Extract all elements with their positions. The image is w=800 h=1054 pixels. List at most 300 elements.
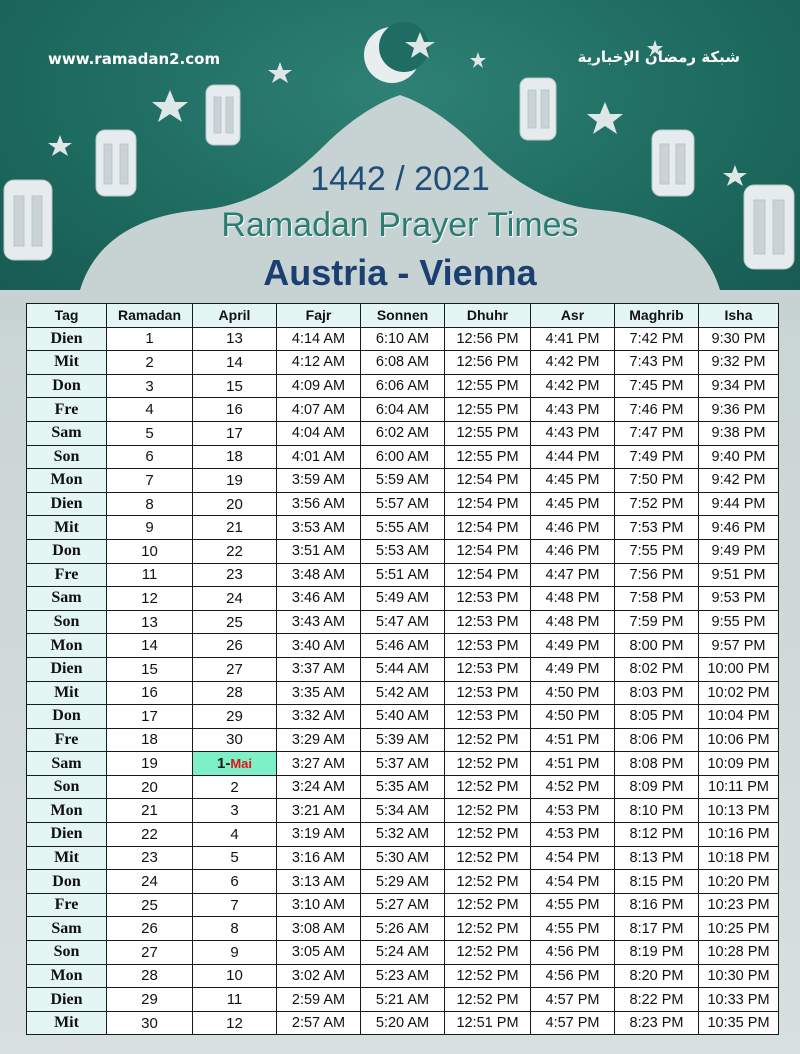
maghrib-cell: 8:22 PM xyxy=(615,988,699,1012)
april-date-cell: 8 xyxy=(193,917,277,941)
ramadan-day-cell: 26 xyxy=(107,917,193,941)
april-date-cell: 9 xyxy=(193,941,277,965)
sunrise-cell: 6:04 AM xyxy=(361,398,445,422)
fajr-cell: 3:46 AM xyxy=(277,587,361,611)
day-cell: Sam xyxy=(27,587,107,611)
april-date-cell: 20 xyxy=(193,492,277,516)
dhuhr-cell: 12:55 PM xyxy=(445,421,531,445)
asr-cell: 4:43 PM xyxy=(531,421,615,445)
column-header: Sonnen xyxy=(361,304,445,328)
april-date-cell: 4 xyxy=(193,823,277,847)
fajr-cell: 4:07 AM xyxy=(277,398,361,422)
day-cell: Mon xyxy=(27,634,107,658)
sunrise-cell: 5:51 AM xyxy=(361,563,445,587)
table-row xyxy=(27,893,779,917)
fajr-cell: 3:21 AM xyxy=(277,799,361,823)
day-cell: Dien xyxy=(27,327,107,351)
ramadan-day-cell: 25 xyxy=(107,893,193,917)
asr-cell: 4:50 PM xyxy=(531,681,615,705)
maghrib-cell: 8:09 PM xyxy=(615,775,699,799)
ramadan-day-cell: 19 xyxy=(107,752,193,776)
table-row xyxy=(27,705,779,729)
april-date-cell: 22 xyxy=(193,539,277,563)
column-header: Asr xyxy=(531,304,615,328)
asr-cell: 4:45 PM xyxy=(531,469,615,493)
dhuhr-cell: 12:53 PM xyxy=(445,705,531,729)
asr-cell: 4:47 PM xyxy=(531,563,615,587)
column-header: Ramadan xyxy=(107,304,193,328)
day-cell: Sam xyxy=(27,917,107,941)
maghrib-cell: 7:49 PM xyxy=(615,445,699,469)
star-icon xyxy=(470,52,486,68)
maghrib-cell: 8:02 PM xyxy=(615,657,699,681)
ramadan-day-cell: 24 xyxy=(107,870,193,894)
isha-cell: 10:30 PM xyxy=(699,964,779,988)
april-date-cell: 27 xyxy=(193,657,277,681)
sunrise-cell: 5:40 AM xyxy=(361,705,445,729)
isha-cell: 9:55 PM xyxy=(699,610,779,634)
table-row xyxy=(27,941,779,965)
ramadan-day-cell: 10 xyxy=(107,539,193,563)
isha-cell: 10:09 PM xyxy=(699,752,779,776)
column-header: Tag xyxy=(27,304,107,328)
april-date-cell: 12 xyxy=(193,1011,277,1035)
dhuhr-cell: 12:53 PM xyxy=(445,681,531,705)
page-title: Ramadan Prayer Times xyxy=(221,206,579,244)
dhuhr-cell: 12:52 PM xyxy=(445,846,531,870)
isha-cell: 9:32 PM xyxy=(699,351,779,375)
fajr-cell: 3:43 AM xyxy=(277,610,361,634)
prayer-times-table-wrap xyxy=(26,303,778,1035)
april-date-cell: 15 xyxy=(193,374,277,398)
ramadan-day-cell: 12 xyxy=(107,587,193,611)
star-icon xyxy=(152,90,188,122)
asr-cell: 4:56 PM xyxy=(531,964,615,988)
sunrise-cell: 5:29 AM xyxy=(361,870,445,894)
ramadan-day-cell: 29 xyxy=(107,988,193,1012)
sunrise-cell: 5:37 AM xyxy=(361,752,445,776)
table-row xyxy=(27,421,779,445)
sunrise-cell: 5:39 AM xyxy=(361,728,445,752)
sunrise-cell: 5:30 AM xyxy=(361,846,445,870)
maghrib-cell: 7:50 PM xyxy=(615,469,699,493)
asr-cell: 4:45 PM xyxy=(531,492,615,516)
table-row xyxy=(27,752,779,776)
dhuhr-cell: 12:52 PM xyxy=(445,728,531,752)
day-cell: Don xyxy=(27,374,107,398)
sunrise-cell: 5:34 AM xyxy=(361,799,445,823)
isha-cell: 10:28 PM xyxy=(699,941,779,965)
table-body xyxy=(27,327,779,1035)
april-date-cell: 5 xyxy=(193,846,277,870)
isha-cell: 9:40 PM xyxy=(699,445,779,469)
ramadan-day-cell: 17 xyxy=(107,705,193,729)
table-row xyxy=(27,492,779,516)
dhuhr-cell: 12:54 PM xyxy=(445,563,531,587)
isha-cell: 9:57 PM xyxy=(699,634,779,658)
day-cell: Fre xyxy=(27,563,107,587)
dhuhr-cell: 12:53 PM xyxy=(445,610,531,634)
isha-cell: 9:42 PM xyxy=(699,469,779,493)
table-row xyxy=(27,823,779,847)
site-url: www.ramadan2.com xyxy=(48,50,221,68)
april-date-cell: 26 xyxy=(193,634,277,658)
april-date-cell: 25 xyxy=(193,610,277,634)
asr-cell: 4:51 PM xyxy=(531,752,615,776)
may-month-label: Mai xyxy=(230,756,252,772)
dhuhr-cell: 12:52 PM xyxy=(445,941,531,965)
asr-cell: 4:57 PM xyxy=(531,1011,615,1035)
asr-cell: 4:41 PM xyxy=(531,327,615,351)
isha-cell: 10:11 PM xyxy=(699,775,779,799)
sunrise-cell: 6:10 AM xyxy=(361,327,445,351)
fajr-cell: 2:57 AM xyxy=(277,1011,361,1035)
table-header-row xyxy=(27,304,779,328)
asr-cell: 4:46 PM xyxy=(531,539,615,563)
ramadan-day-cell: 27 xyxy=(107,941,193,965)
asr-cell: 4:51 PM xyxy=(531,728,615,752)
day-cell: Dien xyxy=(27,492,107,516)
table-row xyxy=(27,681,779,705)
sunrise-cell: 5:53 AM xyxy=(361,539,445,563)
isha-cell: 10:04 PM xyxy=(699,705,779,729)
april-date-cell: 19 xyxy=(193,469,277,493)
city-heading: Austria - Vienna xyxy=(263,252,537,293)
maghrib-cell: 8:13 PM xyxy=(615,846,699,870)
ramadan-day-cell: 9 xyxy=(107,516,193,540)
table-row xyxy=(27,634,779,658)
day-cell: Son xyxy=(27,610,107,634)
isha-cell: 9:38 PM xyxy=(699,421,779,445)
day-cell: Dien xyxy=(27,657,107,681)
day-cell: Fre xyxy=(27,893,107,917)
star-icon xyxy=(587,102,623,134)
day-cell: Fre xyxy=(27,398,107,422)
april-date-cell: 7 xyxy=(193,893,277,917)
maghrib-cell: 8:20 PM xyxy=(615,964,699,988)
fajr-cell: 3:48 AM xyxy=(277,563,361,587)
day-cell: Mit xyxy=(27,351,107,375)
fajr-cell: 3:29 AM xyxy=(277,728,361,752)
maghrib-cell: 8:10 PM xyxy=(615,799,699,823)
dhuhr-cell: 12:53 PM xyxy=(445,587,531,611)
maghrib-cell: 7:42 PM xyxy=(615,327,699,351)
fajr-cell: 4:14 AM xyxy=(277,327,361,351)
dhuhr-cell: 12:54 PM xyxy=(445,516,531,540)
dhuhr-cell: 12:52 PM xyxy=(445,870,531,894)
april-date-cell: 29 xyxy=(193,705,277,729)
day-cell: Son xyxy=(27,941,107,965)
ramadan-day-cell: 2 xyxy=(107,351,193,375)
sunrise-cell: 5:44 AM xyxy=(361,657,445,681)
fajr-cell: 3:10 AM xyxy=(277,893,361,917)
maghrib-cell: 7:56 PM xyxy=(615,563,699,587)
fajr-cell: 3:53 AM xyxy=(277,516,361,540)
maghrib-cell: 7:43 PM xyxy=(615,351,699,375)
table-row xyxy=(27,398,779,422)
star-icon xyxy=(268,62,292,83)
april-date-cell: 24 xyxy=(193,587,277,611)
table-row xyxy=(27,728,779,752)
ramadan-day-cell: 30 xyxy=(107,1011,193,1035)
sunrise-cell: 5:27 AM xyxy=(361,893,445,917)
day-cell: Sam xyxy=(27,421,107,445)
may-separator: - xyxy=(225,755,231,773)
dhuhr-cell: 12:52 PM xyxy=(445,775,531,799)
maghrib-cell: 8:15 PM xyxy=(615,870,699,894)
asr-cell: 4:52 PM xyxy=(531,775,615,799)
day-cell: Mit xyxy=(27,846,107,870)
asr-cell: 4:43 PM xyxy=(531,398,615,422)
maghrib-cell: 7:52 PM xyxy=(615,492,699,516)
maghrib-cell: 7:59 PM xyxy=(615,610,699,634)
ramadan-day-cell: 18 xyxy=(107,728,193,752)
column-header: Fajr xyxy=(277,304,361,328)
day-cell: Sam xyxy=(27,752,107,776)
april-date-cell: 16 xyxy=(193,398,277,422)
column-header: Dhuhr xyxy=(445,304,531,328)
isha-cell: 10:20 PM xyxy=(699,870,779,894)
day-cell: Mon xyxy=(27,469,107,493)
day-cell: Mit xyxy=(27,1011,107,1035)
fajr-cell: 3:51 AM xyxy=(277,539,361,563)
day-cell: Don xyxy=(27,705,107,729)
day-cell: Mon xyxy=(27,799,107,823)
asr-cell: 4:42 PM xyxy=(531,374,615,398)
fajr-cell: 3:24 AM xyxy=(277,775,361,799)
sunrise-cell: 5:55 AM xyxy=(361,516,445,540)
sunrise-cell: 5:24 AM xyxy=(361,941,445,965)
asr-cell: 4:48 PM xyxy=(531,587,615,611)
ramadan-day-cell: 21 xyxy=(107,799,193,823)
sunrise-cell: 5:32 AM xyxy=(361,823,445,847)
isha-cell: 10:13 PM xyxy=(699,799,779,823)
isha-cell: 10:23 PM xyxy=(699,893,779,917)
year-heading: 1442 / 2021 xyxy=(310,160,490,198)
dhuhr-cell: 12:55 PM xyxy=(445,374,531,398)
sunrise-cell: 5:46 AM xyxy=(361,634,445,658)
sunrise-cell: 5:23 AM xyxy=(361,964,445,988)
dhuhr-cell: 12:56 PM xyxy=(445,351,531,375)
april-date-cell: 23 xyxy=(193,563,277,587)
sunrise-cell: 5:59 AM xyxy=(361,469,445,493)
sunrise-cell: 5:57 AM xyxy=(361,492,445,516)
dhuhr-cell: 12:52 PM xyxy=(445,917,531,941)
ramadan-day-cell: 28 xyxy=(107,964,193,988)
isha-cell: 10:35 PM xyxy=(699,1011,779,1035)
asr-cell: 4:42 PM xyxy=(531,351,615,375)
fajr-cell: 3:13 AM xyxy=(277,870,361,894)
april-date-cell: 13 xyxy=(193,327,277,351)
site-name-arabic: شبكة رمضان الإخبارية xyxy=(577,48,740,66)
table-row xyxy=(27,374,779,398)
maghrib-cell: 8:06 PM xyxy=(615,728,699,752)
isha-cell: 10:00 PM xyxy=(699,657,779,681)
dhuhr-cell: 12:53 PM xyxy=(445,634,531,658)
fajr-cell: 4:09 AM xyxy=(277,374,361,398)
fajr-cell: 2:59 AM xyxy=(277,988,361,1012)
day-cell: Son xyxy=(27,775,107,799)
april-date-cell: 3 xyxy=(193,799,277,823)
asr-cell: 4:57 PM xyxy=(531,988,615,1012)
ramadan-day-cell: 11 xyxy=(107,563,193,587)
maghrib-cell: 7:58 PM xyxy=(615,587,699,611)
fajr-cell: 3:05 AM xyxy=(277,941,361,965)
asr-cell: 4:53 PM xyxy=(531,799,615,823)
table-row xyxy=(27,657,779,681)
table-row xyxy=(27,917,779,941)
isha-cell: 9:51 PM xyxy=(699,563,779,587)
april-date-cell: 11 xyxy=(193,988,277,1012)
maghrib-cell: 8:03 PM xyxy=(615,681,699,705)
fajr-cell: 3:56 AM xyxy=(277,492,361,516)
table-row xyxy=(27,610,779,634)
april-date-cell: 6 xyxy=(193,870,277,894)
asr-cell: 4:54 PM xyxy=(531,846,615,870)
sunrise-cell: 5:42 AM xyxy=(361,681,445,705)
maghrib-cell: 8:12 PM xyxy=(615,823,699,847)
table-row xyxy=(27,870,779,894)
dhuhr-cell: 12:55 PM xyxy=(445,398,531,422)
maghrib-cell: 8:00 PM xyxy=(615,634,699,658)
fajr-cell: 4:12 AM xyxy=(277,351,361,375)
sunrise-cell: 6:02 AM xyxy=(361,421,445,445)
asr-cell: 4:49 PM xyxy=(531,634,615,658)
isha-cell: 10:06 PM xyxy=(699,728,779,752)
maghrib-cell: 7:53 PM xyxy=(615,516,699,540)
fajr-cell: 3:35 AM xyxy=(277,681,361,705)
day-cell: Dien xyxy=(27,988,107,1012)
april-date-cell: 21 xyxy=(193,516,277,540)
isha-cell: 10:02 PM xyxy=(699,681,779,705)
sunrise-cell: 6:08 AM xyxy=(361,351,445,375)
dhuhr-cell: 12:52 PM xyxy=(445,799,531,823)
ramadan-day-cell: 1 xyxy=(107,327,193,351)
maghrib-cell: 7:47 PM xyxy=(615,421,699,445)
may-first-cell xyxy=(193,752,277,776)
dhuhr-cell: 12:55 PM xyxy=(445,445,531,469)
ramadan-day-cell: 13 xyxy=(107,610,193,634)
dhuhr-cell: 12:52 PM xyxy=(445,823,531,847)
maghrib-cell: 7:45 PM xyxy=(615,374,699,398)
table-row xyxy=(27,351,779,375)
isha-cell: 9:49 PM xyxy=(699,539,779,563)
day-cell: Mit xyxy=(27,681,107,705)
day-cell: Fre xyxy=(27,728,107,752)
april-date-cell: 14 xyxy=(193,351,277,375)
day-cell: Don xyxy=(27,870,107,894)
day-cell: Mon xyxy=(27,964,107,988)
star-icon xyxy=(48,135,72,156)
isha-cell: 10:33 PM xyxy=(699,988,779,1012)
fajr-cell: 3:19 AM xyxy=(277,823,361,847)
sunrise-cell: 5:47 AM xyxy=(361,610,445,634)
dhuhr-cell: 12:52 PM xyxy=(445,988,531,1012)
column-header: Isha xyxy=(699,304,779,328)
ramadan-day-cell: 4 xyxy=(107,398,193,422)
maghrib-cell: 8:08 PM xyxy=(615,752,699,776)
asr-cell: 4:48 PM xyxy=(531,610,615,634)
table-row xyxy=(27,469,779,493)
dhuhr-cell: 12:52 PM xyxy=(445,752,531,776)
asr-cell: 4:56 PM xyxy=(531,941,615,965)
sunrise-cell: 5:49 AM xyxy=(361,587,445,611)
asr-cell: 4:53 PM xyxy=(531,823,615,847)
day-cell: Don xyxy=(27,539,107,563)
maghrib-cell: 8:19 PM xyxy=(615,941,699,965)
table-row xyxy=(27,799,779,823)
ramadan-day-cell: 3 xyxy=(107,374,193,398)
isha-cell: 9:36 PM xyxy=(699,398,779,422)
fajr-cell: 3:59 AM xyxy=(277,469,361,493)
asr-cell: 4:49 PM xyxy=(531,657,615,681)
sunrise-cell: 5:21 AM xyxy=(361,988,445,1012)
table-row xyxy=(27,964,779,988)
table-row xyxy=(27,587,779,611)
day-cell: Dien xyxy=(27,823,107,847)
table-row xyxy=(27,516,779,540)
lantern-icon xyxy=(520,78,556,140)
asr-cell: 4:55 PM xyxy=(531,893,615,917)
day-cell: Son xyxy=(27,445,107,469)
ramadan-day-cell: 8 xyxy=(107,492,193,516)
table-row xyxy=(27,563,779,587)
dhuhr-cell: 12:51 PM xyxy=(445,1011,531,1035)
fajr-cell: 3:08 AM xyxy=(277,917,361,941)
april-date-cell: 10 xyxy=(193,964,277,988)
table-row xyxy=(27,1011,779,1035)
column-header: Maghrib xyxy=(615,304,699,328)
ramadan-day-cell: 20 xyxy=(107,775,193,799)
table-row xyxy=(27,846,779,870)
april-date-cell: 2 xyxy=(193,775,277,799)
dhuhr-cell: 12:54 PM xyxy=(445,492,531,516)
ramadan-day-cell: 7 xyxy=(107,469,193,493)
isha-cell: 9:30 PM xyxy=(699,327,779,351)
dhuhr-cell: 12:52 PM xyxy=(445,964,531,988)
ramadan-day-cell: 22 xyxy=(107,823,193,847)
isha-cell: 9:44 PM xyxy=(699,492,779,516)
sunrise-cell: 6:06 AM xyxy=(361,374,445,398)
fajr-cell: 3:37 AM xyxy=(277,657,361,681)
dhuhr-cell: 12:52 PM xyxy=(445,893,531,917)
april-date-cell: 17 xyxy=(193,421,277,445)
ramadan-day-cell: 16 xyxy=(107,681,193,705)
dhuhr-cell: 12:53 PM xyxy=(445,657,531,681)
maghrib-cell: 8:16 PM xyxy=(615,893,699,917)
ramadan-day-cell: 15 xyxy=(107,657,193,681)
sunrise-cell: 5:26 AM xyxy=(361,917,445,941)
ramadan-day-cell: 6 xyxy=(107,445,193,469)
isha-cell: 9:53 PM xyxy=(699,587,779,611)
ramadan-day-cell: 5 xyxy=(107,421,193,445)
lantern-icon xyxy=(206,85,240,145)
asr-cell: 4:54 PM xyxy=(531,870,615,894)
table-row xyxy=(27,445,779,469)
maghrib-cell: 8:05 PM xyxy=(615,705,699,729)
dhuhr-cell: 12:54 PM xyxy=(445,539,531,563)
april-date-cell: 30 xyxy=(193,728,277,752)
ramadan-day-cell: 14 xyxy=(107,634,193,658)
asr-cell: 4:55 PM xyxy=(531,917,615,941)
fajr-cell: 3:27 AM xyxy=(277,752,361,776)
fajr-cell: 3:02 AM xyxy=(277,964,361,988)
fajr-cell: 4:01 AM xyxy=(277,445,361,469)
sunrise-cell: 5:20 AM xyxy=(361,1011,445,1035)
column-header: April xyxy=(193,304,277,328)
asr-cell: 4:44 PM xyxy=(531,445,615,469)
maghrib-cell: 7:55 PM xyxy=(615,539,699,563)
